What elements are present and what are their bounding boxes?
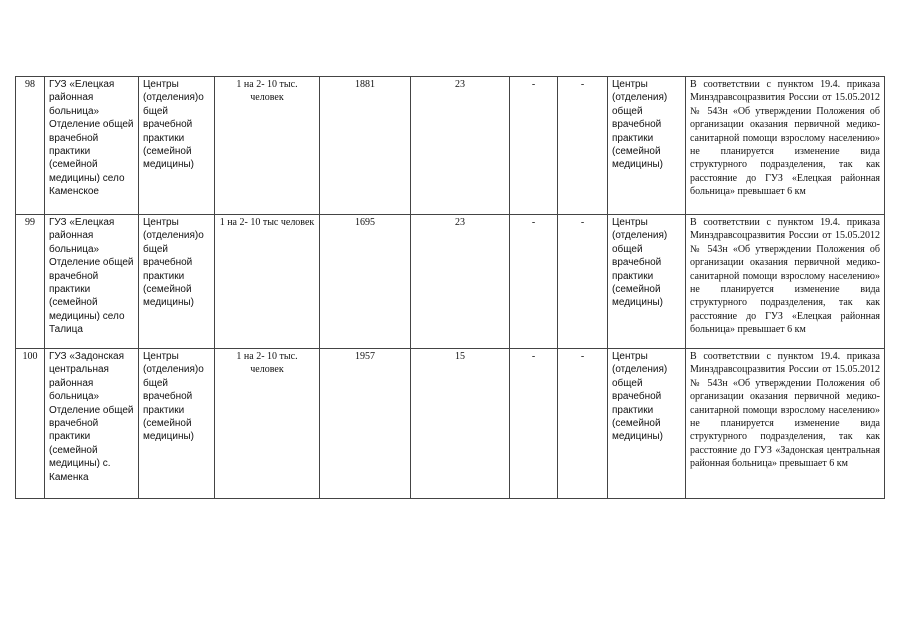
population-norm: 1 на 2- 10 тыс. человек — [215, 77, 320, 215]
institution-name: ГУЗ «Елецкая районная больница» Отделение общей врачебной практики (семейной медицины) село Каменское — [45, 77, 139, 215]
column-7-value: - — [510, 215, 558, 349]
table-row — [16, 349, 885, 499]
unit-type: Центры (отделения)о бщей врачебной практики (семейной медицины) — [139, 77, 215, 215]
column-8-value: - — [558, 77, 608, 215]
column-8-value: - — [558, 349, 608, 499]
unit-type: Центры (отделения)о бщей врачебной практики (семейной медицины) — [139, 215, 215, 349]
justification-note: В соответствии с пунктом 19.4. приказа Минздравсоцразвития России от 15.05.2012 № 543н «Об утверждении Положения об организации оказания первичной медико-санитарной помощи взрослому населению» не планируется изменение вида структурного подразделения, так как расстояние до ГУЗ «Задонская центральная районная больница» превышает 6 км — [686, 349, 885, 499]
facilities-table — [15, 76, 885, 499]
table-row — [16, 77, 885, 215]
target-unit-type: Центры (отделения) общей врачебной практики (семейной медицины) — [608, 349, 686, 499]
population-norm: 1 на 2- 10 тыс. человек — [215, 349, 320, 499]
population-count: 1695 — [320, 215, 411, 349]
institution-name: ГУЗ «Задонская центральная районная больница» Отделение общей врачебной практики (семейной медицины) с. Каменка — [45, 349, 139, 499]
target-unit-type: Центры (отделения) общей врачебной практики (семейной медицины) — [608, 215, 686, 349]
institution-name: ГУЗ «Елецкая районная больница» Отделение общей врачебной практики (семейной медицины) село Талица — [45, 215, 139, 349]
row-number: 100 — [16, 349, 45, 499]
population-count: 1957 — [320, 349, 411, 499]
target-unit-type: Центры (отделения) общей врачебной практики (семейной медицины) — [608, 77, 686, 215]
column-7-value: - — [510, 349, 558, 499]
justification-note: В соответствии с пунктом 19.4. приказа Минздравсоцразвития России от 15.05.2012 № 543н «Об утверждении Положения об организации оказания первичной медико-санитарной помощи взрослому населению» не планируется изменение вида структурного подразделения, так как расстояние до ГУЗ «Елецкая районная больница» превышает 6 км — [686, 77, 885, 215]
population-norm: 1 на 2- 10 тыс человек — [215, 215, 320, 349]
row-number: 99 — [16, 215, 45, 349]
column-8-value: - — [558, 215, 608, 349]
row-number: 98 — [16, 77, 45, 215]
justification-note: В соответствии с пунктом 19.4. приказа Минздравсоцразвития России от 15.05.2012 № 543н «Об утверждении Положения об организации оказания первичной медико-санитарной помощи взрослому населению» не планируется изменение вида структурного подразделения, так как расстояние до ГУЗ «Елецкая районная больница» превышает 6 км — [686, 215, 885, 349]
distance-value: 15 — [411, 349, 510, 499]
unit-type: Центры (отделения)о бщей врачебной практики (семейной медицины) — [139, 349, 215, 499]
column-7-value: - — [510, 77, 558, 215]
distance-value: 23 — [411, 215, 510, 349]
population-count: 1881 — [320, 77, 411, 215]
distance-value: 23 — [411, 77, 510, 215]
table-row — [16, 215, 885, 349]
